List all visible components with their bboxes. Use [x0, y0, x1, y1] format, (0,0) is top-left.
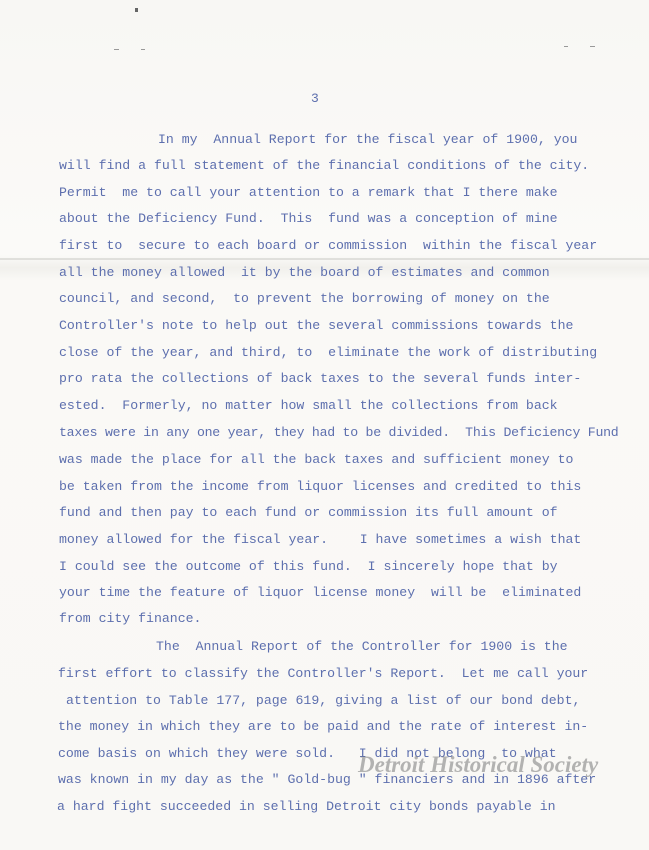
text-line: was made the place for all the back taxes and sufficient money to: [59, 452, 574, 467]
text-line: first to secure to each board or commission within the fiscal year: [59, 238, 598, 253]
text-line: come basis on which they were sold. I did not belong to what: [58, 746, 557, 761]
text-line: taxes were in any one year, they had to be divided. This Deficiency Fund: [59, 425, 619, 440]
ink-speck: [141, 49, 145, 50]
page-number: 3: [311, 91, 319, 106]
text-line: I could see the outcome of this fund. I sincerely hope that by: [59, 559, 558, 574]
text-line: In my Annual Report for the fiscal year of 1900, you: [158, 132, 578, 147]
ink-speck: [135, 8, 138, 12]
text-line: attention to Table 177, page 619, giving a list of our bond debt,: [66, 693, 581, 708]
text-line: was known in my day as the " Gold-bug " financiers and in 1896 after: [58, 772, 597, 787]
text-line: ested. Formerly, no matter how small the collections from back: [59, 398, 558, 413]
text-line: will find a full statement of the financial conditions of the city.: [59, 158, 590, 173]
ink-speck: [590, 46, 595, 47]
watermark: Detroit Historical Society: [358, 752, 599, 777]
text-line: all the money allowed it by the board of estimates and common: [59, 265, 550, 280]
ink-speck: [564, 46, 568, 47]
text-line: Permit me to call your attention to a remark that I there make: [59, 185, 558, 200]
text-line: a hard fight succeeded in selling Detroit city bonds payable in: [57, 799, 556, 814]
text-line: money allowed for the fiscal year. I have sometimes a wish that: [59, 532, 582, 547]
text-line: The Annual Report of the Controller for 1900 is the: [156, 639, 568, 654]
text-line: about the Deficiency Fund. This fund was a conception of mine: [59, 211, 558, 226]
text-line: the money in which they are to be paid and the rate of interest in-: [58, 719, 589, 734]
text-line: council, and second, to prevent the borrowing of money on the: [59, 291, 550, 306]
text-line: from city finance.: [59, 611, 202, 626]
text-line: pro rata the collections of back taxes to the several funds inter-: [59, 371, 582, 386]
ink-speck: [114, 49, 119, 50]
paper-fold: [0, 258, 649, 260]
text-line: be taken from the income from liquor licenses and credited to this: [59, 479, 582, 494]
text-line: your time the feature of liquor license money will be eliminated: [59, 585, 582, 600]
text-line: Controller's note to help out the several commissions towards the: [59, 318, 574, 333]
text-line: first effort to classify the Controller's Report. Let me call your: [58, 666, 589, 681]
text-line: close of the year, and third, to eliminate the work of distributing: [59, 345, 598, 360]
text-line: fund and then pay to each fund or commission its full amount of: [59, 505, 558, 520]
